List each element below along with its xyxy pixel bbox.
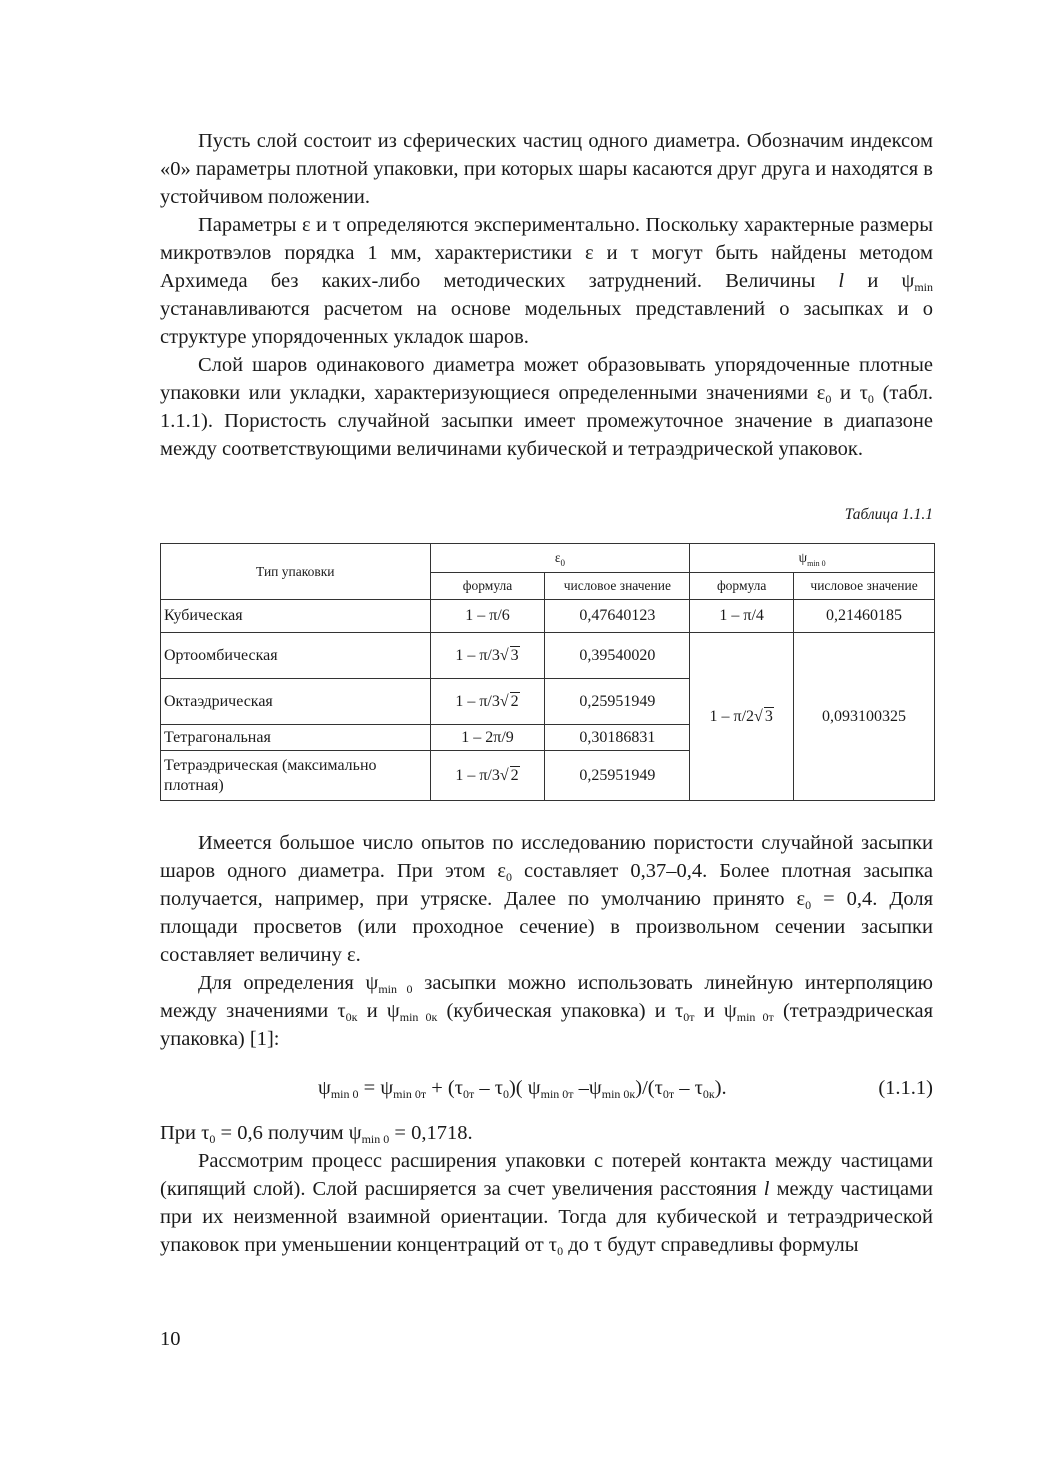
- paragraph-2: Параметры ε и τ определяются экспериментально. Поскольку характерные размеры микротвэлов порядка 1 мм, характеристики ε и τ могут быть найдены методом Архимеда без каких-либо методических затруднений. Величины l и $\psi_{min}$ устанавливаются расчетом на основе модельных представлений о засыпках и о структуре упорядоченных укладок шаров.: [160, 214, 933, 348]
- subheader-value: числовое значение: [794, 573, 935, 600]
- table-row: [161, 633, 935, 679]
- table-caption: Таблица 1.1.1: [844, 506, 933, 523]
- cell-value: 0,25951949: [545, 679, 690, 725]
- equation-formula: $\psi_{min 0} = \psi_{min 0т} + (\tau_{0т} - \tau_0)$( $\psi_{min 0т}$ $-\psi_{min 0к})/(\tau_{0т} - \tau_{0к})$.: [318, 1077, 727, 1101]
- page-body: [160, 127, 933, 1259]
- cell-psi-value: 0,21460185: [794, 600, 935, 633]
- cell-formula: 1 – 2π/9: [430, 725, 545, 751]
- header-type: Тип упаковки: [161, 544, 431, 600]
- cell-psi-formula: 1 – π/2√ 3: [690, 633, 794, 801]
- cell-value: 0,39540020: [545, 633, 690, 679]
- subheader-formula: формула: [690, 573, 794, 600]
- paragraph-6: При $\tau_0 = 0,6$ получим $\psi_{min 0} = 0,1718$.: [160, 1122, 473, 1146]
- cell-formula: 1 – π/3√ 2: [430, 751, 545, 801]
- paragraph-3: Слой шаров одинакового диаметра может образовывать упорядоченные плотные упаковки или укладки, характеризующиеся определенными значениями $\varepsilon_0$ и $\tau_0$ (табл. 1.1.1). Пористость случайной засыпки имеет промежуточное значение в диапазоне между соответствующими величинами кубической и тетраэдрической упаковок.: [160, 354, 933, 460]
- cell-psi-value: 0,093100325: [794, 633, 935, 801]
- paragraph-1: Пусть слой состоит из сферических частиц одного диаметра. Обозначим индексом «0» параметры плотной упаковки, при которых шары касаются друг друга и находятся в устойчивом положении.: [160, 130, 933, 208]
- header-epsilon: $\varepsilon_0$: [430, 544, 690, 573]
- cell-type: Кубическая: [161, 600, 431, 633]
- equation-1-1-1: [160, 1063, 933, 1119]
- paragraph-7: Рассмотрим процесс расширения упаковки с потерей контакта между частицами (кипящий слой). Слой расширяется за счет увеличения расстояния l между частицами при их неизменной взаимной ориентации. Тогда для кубической и тетраэдрической упаковок при уменьшении концентраций от $\tau_0$ до τ будут справедливы формулы: [160, 1150, 933, 1258]
- packing-table: [160, 543, 935, 801]
- paragraph-5: Для определения $\psi_{min 0}$ засыпки можно использовать линейную интерполяцию между значениями $\tau_{0к}$ и $\psi_{min 0к}$ (кубическая упаковка) и $\tau_{0т}$ и $\psi_{min 0т}$ (тетраэдрическая упаковка) [1]:: [160, 972, 933, 1050]
- cell-type: Октаэдрическая: [161, 679, 431, 725]
- cell-value: 0,47640123: [545, 600, 690, 633]
- subheader-formula: формула: [430, 573, 545, 600]
- table-row: [161, 600, 935, 633]
- paragraph-4: Имеется большое число опытов по исследованию пористости случайной засыпки шаров одного диаметра. При этом $\varepsilon_0$ составляет 0,37–0,4. Более плотная засыпка получается, например, при утряске. Далее по умолчанию принято $\varepsilon_0 = 0,4$. Доля площади просветов (или проходное сечение) в произвольном сечении засыпки составляет величину ε.: [160, 832, 934, 966]
- cell-psi-formula: 1 – π/4: [690, 600, 794, 633]
- equation-number: (1.1.1): [878, 1077, 933, 1099]
- cell-value: 0,30186831: [545, 725, 690, 751]
- cell-formula: 1 – π/6: [430, 600, 545, 633]
- cell-value: 0,25951949: [545, 751, 690, 801]
- cell-type: Тетраэдрическая (максимально плотная): [161, 751, 431, 801]
- cell-formula: 1 – π/3√ 2: [430, 679, 545, 725]
- page-number: 10: [160, 1328, 181, 1350]
- header-psi: $\psi_{min 0}$: [690, 544, 935, 573]
- cell-formula: 1 – π/3√ 3: [430, 633, 545, 679]
- cell-type: Ортоoмбическая: [161, 633, 431, 679]
- subheader-value: числовое значение: [545, 573, 690, 600]
- cell-type: Тетрагональная: [161, 725, 431, 751]
